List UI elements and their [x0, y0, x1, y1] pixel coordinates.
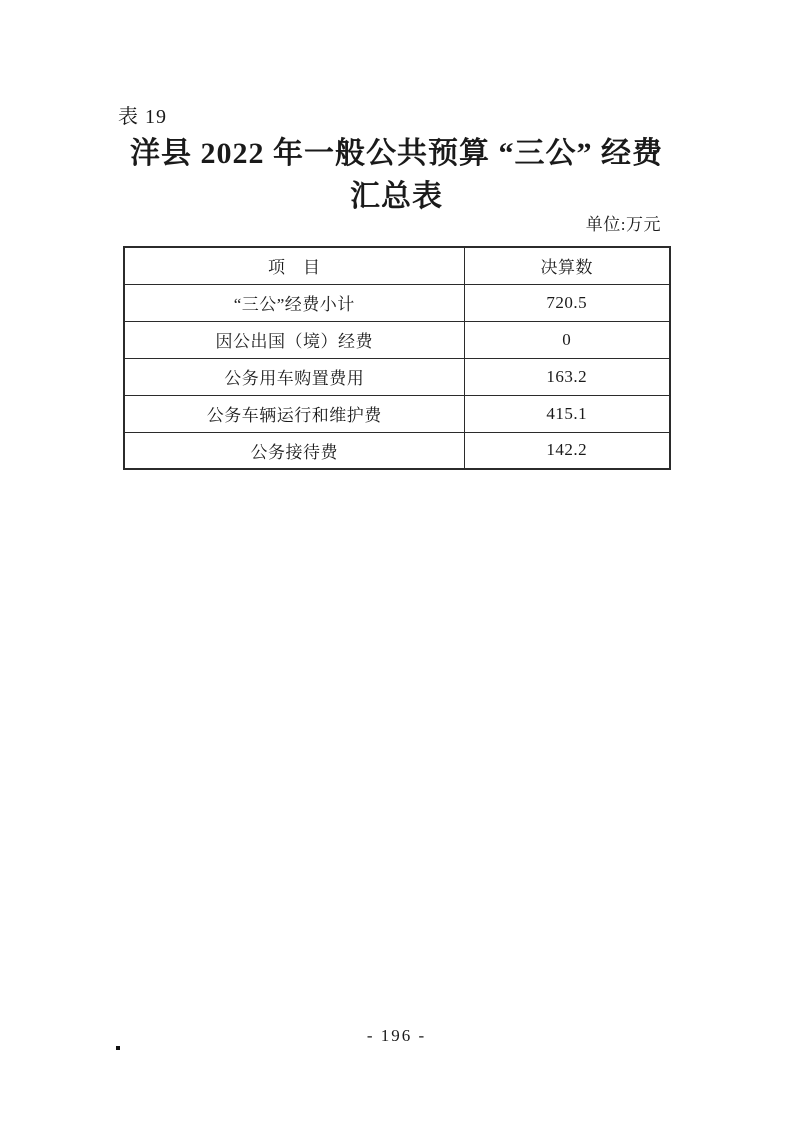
page-title-line1: 洋县 2022 年一般公共预算 “三公” 经费 [130, 137, 663, 170]
table-row [124, 395, 670, 432]
table-row [124, 358, 670, 395]
unit-note: 单位:万元 [585, 215, 661, 234]
value-cell: 0 [464, 321, 670, 358]
table-header-row [124, 247, 670, 284]
table-row [124, 432, 670, 469]
page-title-line2: 汇总表 [350, 180, 443, 213]
page-number: - 196 - [366, 1026, 427, 1045]
table-number-label: 表 19 [118, 106, 167, 128]
value-cell: 720.5 [464, 284, 670, 321]
stray-dot-mark [116, 1046, 120, 1050]
header-cell-item: 项 目 [124, 247, 464, 284]
item-cell: 因公出国（境）经费 [124, 321, 464, 358]
header-cell-final-amount: 决算数 [464, 247, 670, 284]
table-row [124, 321, 670, 358]
item-cell: “三公”经费小计 [124, 284, 464, 321]
value-cell: 415.1 [464, 395, 670, 432]
item-cell: 公务用车购置费用 [124, 358, 464, 395]
budget-summary-table [123, 246, 671, 470]
item-cell: 公务接待费 [124, 432, 464, 469]
table-row [124, 284, 670, 321]
value-cell: 142.2 [464, 432, 670, 469]
item-cell: 公务车辆运行和维护费 [124, 395, 464, 432]
page-title [0, 132, 793, 218]
value-cell: 163.2 [464, 358, 670, 395]
